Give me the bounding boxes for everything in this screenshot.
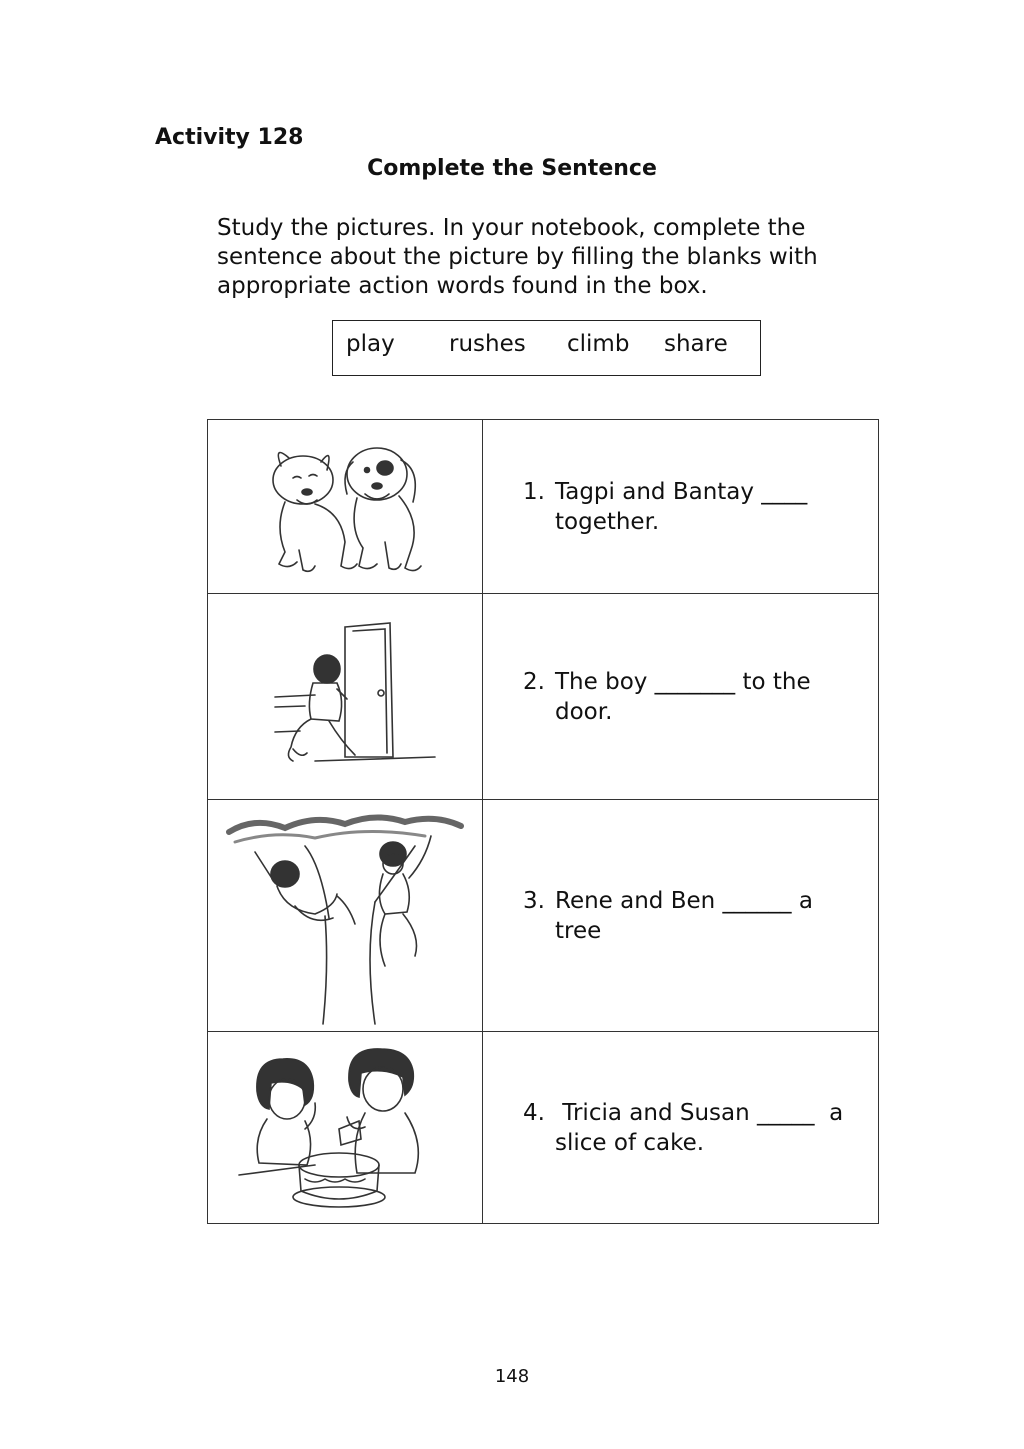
instructions — [217, 214, 857, 301]
item-number: 4. — [523, 1099, 545, 1126]
sentence-cell — [483, 1032, 879, 1224]
word-box — [332, 320, 761, 376]
word-share: share — [664, 331, 728, 357]
page-title: Complete the Sentence — [367, 156, 657, 181]
sentence-line-1: The boy _______ to the — [555, 668, 811, 695]
picture-cell — [208, 1032, 483, 1224]
sentence-line-1: Tricia and Susan _____ a — [555, 1099, 844, 1126]
sentence-cell — [483, 594, 879, 800]
instructions-line-3: appropriate action words found in the box. — [217, 273, 708, 299]
sentence-cell — [483, 420, 879, 594]
sentence-line-2: slice of cake. — [555, 1129, 705, 1156]
picture-cell — [208, 420, 483, 594]
sentence-line-1: Tagpi and Bantay ____ — [555, 478, 808, 505]
activity-label: Activity 128 — [155, 125, 304, 150]
sentence-line-2: tree — [555, 917, 602, 944]
sentence-line-2: door. — [555, 698, 613, 725]
boy-running-to-door-illustration — [245, 607, 445, 787]
page-number: 148 — [494, 1366, 530, 1387]
sentence-item-3 — [483, 886, 878, 946]
item-number: 1. — [523, 478, 545, 505]
picture-cell — [208, 800, 483, 1032]
table-row — [208, 1032, 879, 1224]
sentence-line-2: together. — [555, 508, 660, 535]
item-number: 2. — [523, 668, 545, 695]
sentence-item-1 — [483, 477, 878, 537]
two-puppies-illustration — [245, 432, 445, 582]
instructions-line-2: sentence about the picture by filling the blanks with — [217, 244, 818, 270]
exercise-table — [207, 419, 879, 1224]
sentence-cell — [483, 800, 879, 1032]
word-climb: climb — [567, 331, 630, 357]
sentence-item-2 — [483, 667, 878, 727]
table-row — [208, 800, 879, 1032]
girls-sharing-cake-illustration — [235, 1043, 455, 1213]
sentence-item-4 — [483, 1098, 878, 1158]
boys-climbing-tree-illustration — [225, 806, 465, 1026]
item-number: 3. — [523, 887, 545, 914]
picture-cell — [208, 594, 483, 800]
instructions-line-1: Study the pictures. In your notebook, complete the — [217, 215, 806, 241]
word-rushes: rushes — [449, 331, 526, 357]
table-row — [208, 420, 879, 594]
table-row — [208, 594, 879, 800]
word-play: play — [346, 331, 395, 357]
sentence-line-1: Rene and Ben ______ a — [555, 887, 813, 914]
